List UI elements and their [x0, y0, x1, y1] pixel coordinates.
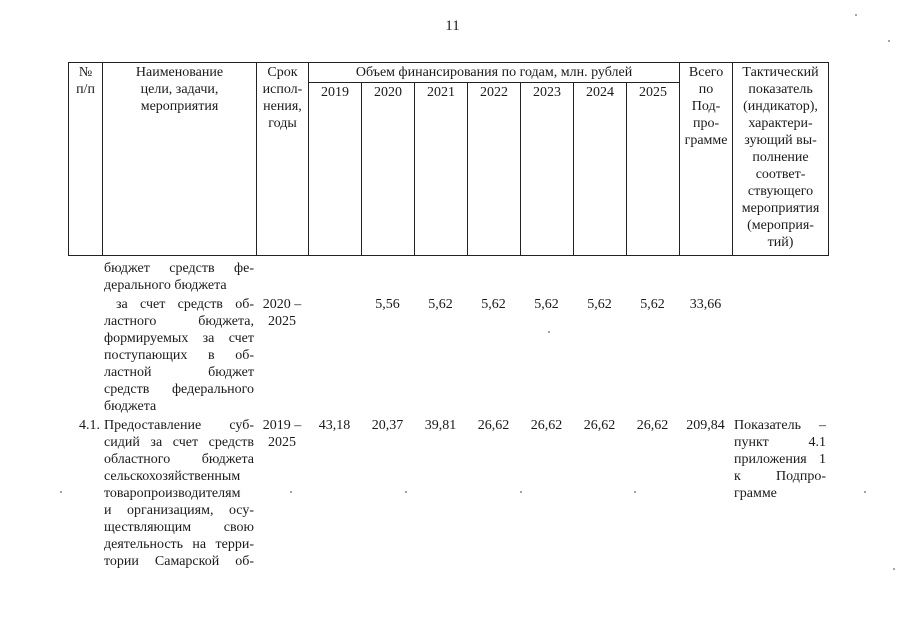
row-name: бюджет средств фе- дерального бюджета: [104, 261, 254, 293]
row-no: 4.1.: [79, 418, 100, 433]
table-row: [68, 416, 828, 571]
header-year-2025: 2025: [627, 83, 680, 256]
value-2020: 20,37: [371, 418, 404, 433]
scan-speck: [634, 491, 636, 493]
header-year-2022: 2022: [468, 83, 521, 256]
value-2019: [308, 295, 361, 416]
value-2019: 43,18: [318, 418, 351, 433]
row-no: [68, 259, 102, 295]
row-name: Предоставление суб- сидий за счет средств областного бюджета сельскохозяйственным товаропроизводителям и организациям, осу- ществляющим свою деятельность на терри- тории Самарской об-: [104, 418, 254, 569]
value-2021: 39,81: [424, 418, 457, 433]
header-name: Наименование цели, задачи, мероприятия: [103, 63, 257, 256]
header-year-2023: 2023: [521, 83, 574, 256]
row-term: 2020 – 2025: [262, 297, 302, 329]
value-2023: 5,62: [534, 297, 559, 312]
table-row: [68, 295, 828, 416]
header-term: Срок испол- нения, годы: [257, 63, 309, 256]
header-no: № п/п: [69, 63, 103, 256]
scan-speck: [60, 491, 62, 493]
value-2023: 26,62: [530, 418, 563, 433]
value-2021: 5,62: [428, 297, 453, 312]
header-funding-group: Объем финансирования по годам, млн. рублей: [309, 63, 680, 83]
scan-speck: [548, 331, 550, 333]
row-term: 2019 – 2025: [262, 418, 302, 450]
value-2025: 5,62: [640, 297, 665, 312]
scan-speck: [864, 491, 866, 493]
scan-speck: [520, 491, 522, 493]
financing-table-header: [68, 62, 829, 256]
page-number: 11: [445, 18, 460, 34]
value-2022: 26,62: [477, 418, 510, 433]
header-total: Всего по Под- про- грамме: [680, 63, 733, 256]
row-indicator: [732, 295, 828, 416]
value-total: 209,84: [686, 418, 725, 433]
header-indicator: Тактический показатель (индикатор), характери- зующий вы- полнение соответ- ствующего мероприятия (мероприя- тий): [733, 63, 829, 256]
header-year-2024: 2024: [574, 83, 627, 256]
value-2022: 5,62: [481, 297, 506, 312]
scan-speck: [290, 491, 292, 493]
value-2024: 26,62: [583, 418, 616, 433]
row-no: [68, 295, 102, 416]
row-name: за счет средств об- ластного бюджета, формируемых за счет поступающих в об- ластной бюджет средств федерального бюджета: [104, 297, 254, 414]
value-2025: 26,62: [636, 418, 669, 433]
scan-speck: [855, 14, 857, 16]
row-indicator: Показатель – пункт 4.1 приложения 1 к Подпро- грамме: [734, 418, 826, 501]
value-2020: 5,56: [375, 297, 400, 312]
header-year-2020: 2020: [362, 83, 415, 256]
scan-speck: [893, 568, 895, 570]
table-row: [68, 259, 828, 295]
value-total: 33,66: [689, 297, 722, 312]
scan-speck: [405, 491, 407, 493]
header-year-2019: 2019: [309, 83, 362, 256]
header-year-2021: 2021: [415, 83, 468, 256]
financing-table-body: [68, 259, 828, 571]
value-2024: 5,62: [587, 297, 612, 312]
scan-speck: [888, 40, 890, 42]
